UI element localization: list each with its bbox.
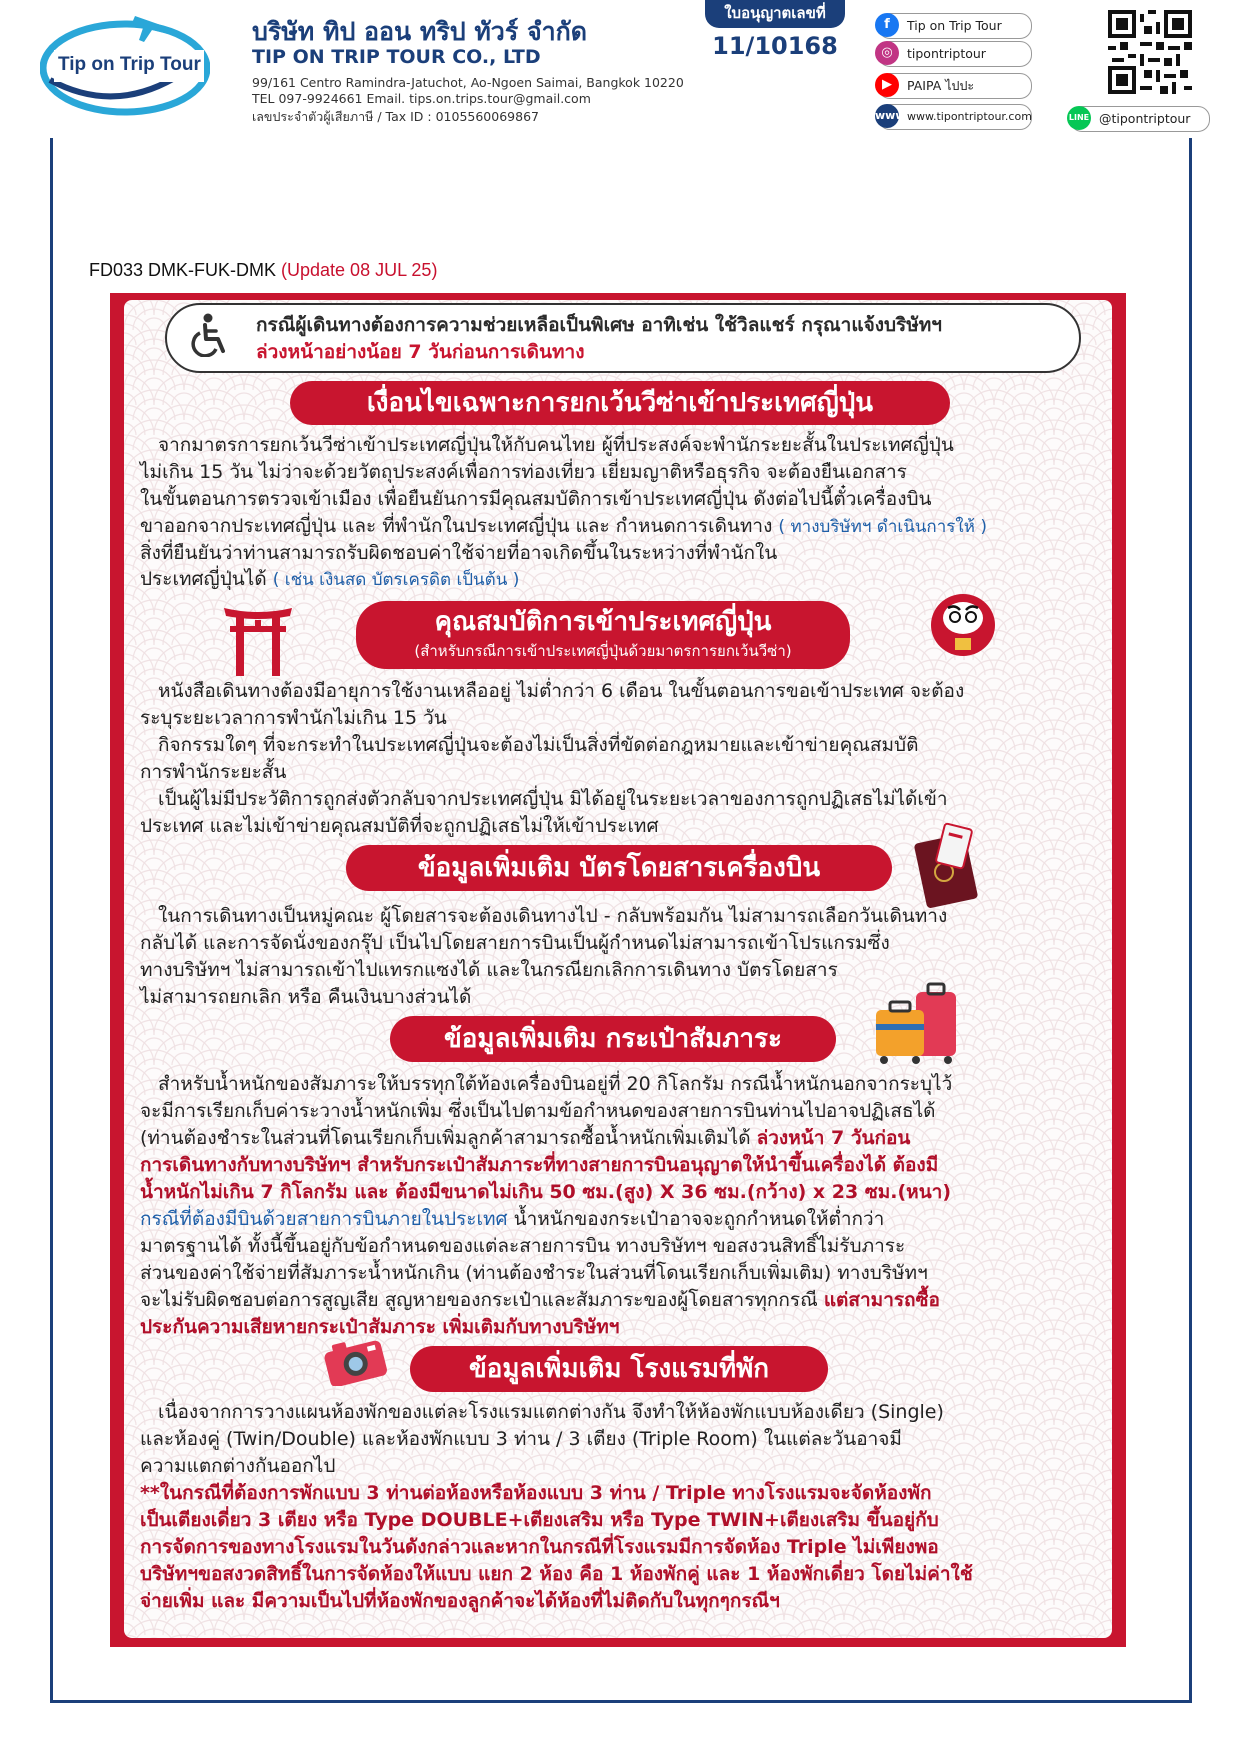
air-ticket-heading: ข้อมูลเพิ่มเติม บัตรโดยสารเครื่องบิน — [346, 845, 892, 891]
youtube-link[interactable]: ▶ PAIPA ไปปะ — [878, 73, 1032, 99]
youtube-icon: ▶ — [875, 73, 899, 97]
air-ticket-text-3: ทางบริษัทฯ ไม่สามารถเข้าไปแทรกแซงได้ และในกรณียกเลิกการเดินทาง บัตรโดยสาร — [140, 959, 838, 981]
website-link[interactable]: www www.tipontriptour.com — [878, 104, 1032, 130]
baggage-text-1: สำหรับน้ำหนักของสัมภาระให้บรรทุกใต้ท้องเครื่องบินอยู่ที่ 20 กิโลกรัม กรณีน้ำหนักนอกจากระบุไว้ — [158, 1073, 953, 1095]
company-name-thai: บริษัท ทิป ออน ทริป ทัวร์ จำกัด — [252, 17, 588, 46]
line-link[interactable]: LINE @tipontriptour — [1070, 106, 1210, 132]
baggage-text-7: มาตรฐานได้ ทั้งนี้ขึ้นอยู่กับข้อกำหนดของแต่ละสายการบิน ทางบริษัทฯ ขอสงวนสิทธิ์ไม่รับภาระ — [140, 1235, 906, 1257]
license-number: 11/10168 — [712, 32, 838, 60]
qualification-text-2: ระบุระยะเวลาการพำนักไม่เกิน 15 วัน — [140, 707, 447, 729]
company-logo — [40, 8, 210, 120]
visa-text-1: จากมาตรการยกเว้นวีซ่าเข้าประเทศญี่ปุ่นให้กับคนไทย ผู้ที่ประสงค์จะพำนักระยะสั้นในประเทศญี่ปุ่น — [158, 434, 954, 456]
company-contact: TEL 097-9924661 Email. tips.on.trips.tour@gmail.com — [252, 91, 591, 106]
hotel-text-2: และห้องคู่ (Twin/Double) และห้องพักแบบ 3 ท่าน / 3 เตียง (Triple Room) ในแต่ละวันอาจมี — [140, 1428, 902, 1450]
hotel-text-7: บริษัทฯขอสงวดสิทธิ์ในการจัดห้องให้แบบ แยก 2 ห้อง คือ 1 ห้องพักคู่ และ 1 ห้องพักเดี่ยว โดยไม่ค่าใช้ — [140, 1563, 973, 1585]
visa-exemption-heading: เงื่อนไขเฉพาะการยกเว้นวีซ่าเข้าประเทศญี่ปุ่น — [290, 381, 950, 425]
baggage-text-6: กรณีที่ต้องมีบินด้วยสายการบินภายในประเทศ น้ำหนักของกระเป๋าอาจจะถูกกำหนดให้ต่ำกว่า — [140, 1208, 885, 1230]
baggage-text-5: น้ำหนักไม่เกิน 7 กิโลกรัม และ ต้องมีขนาดไม่เกิน 50 ซม.(สูง) X 36 ซม.(กว้าง) x 23 ซม.(หนา) — [140, 1181, 952, 1203]
qualification-text-4: การพำนักระยะสั้น — [140, 761, 287, 783]
tour-code: FD033 DMK-FUK-DMK — [89, 260, 282, 280]
baggage-text-4: การเดินทางกับทางบริษัทฯ สำหรับกระเป๋าสัมภาระที่ทางสายการบินอนุญาตให้นำขึ้นเครื่องได้ ต้องมี — [140, 1154, 939, 1176]
hotel-text-8: จ่ายเพิ่ม และ มีความเป็นไปที่ห้องพักของลูกค้าจะได้ห้องที่ไม่ติดกับในทุกๆกรณีฯ — [140, 1590, 780, 1612]
qualification-heading — [356, 601, 850, 669]
qualification-text-5: เป็นผู้ไม่มีประวัติการถูกส่งตัวกลับจากประเทศญี่ปุ่น มิได้อยู่ในระยะเวลาของการถูกปฏิเสธไม่ได้เข้า — [158, 788, 948, 810]
daruma-icon — [928, 590, 998, 658]
line-icon: LINE — [1067, 106, 1091, 130]
company-address: 99/161 Centro Ramindra-Jatuchot, Ao-Ngoen Saimai, Bangkok 10220 — [252, 75, 684, 90]
baggage-text-3: (ท่านต้องชำระในส่วนที่โดนเรียกเก็บเพิ่มลูกค้าสามารถซื้อน้ำหนักเพิ่มเติมได้ ล่วงหน้า 7 วันก่อน — [140, 1127, 911, 1149]
hotel-text-3: ความแตกต่างกันออกไป — [140, 1455, 336, 1477]
baggage-text-10: ประกันความเสียหายกระเป๋าสัมภาระ เพิ่มเติมกับทางบริษัทฯ — [140, 1316, 620, 1338]
qualification-text-3: กิจกรรมใดๆ ที่จะกระทำในประเทศญี่ปุ่นจะต้องไม่เป็นสิ่งที่ขัดต่อกฎหมายและเข้าข่ายคุณสมบัติ — [158, 734, 919, 756]
company-name-english: TIP ON TRIP TOUR CO., LTD — [252, 46, 541, 68]
torii-gate-icon — [222, 600, 294, 678]
baggage-text-8: ส่วนของค่าใช้จ่ายที่สัมภาระน้ำหนักเกิน (ท่านต้องชำระในส่วนที่โดนเรียกเก็บเพิ่มเติม) ทางบริษัทฯ — [140, 1262, 928, 1284]
qualification-subtitle: (สำหรับกรณีการเข้าประเทศญี่ปุ่นด้วยมาตรการยกเว้นวีซ่า) — [414, 642, 792, 660]
luggage-icon — [872, 982, 964, 1066]
visa-text-3: ในขั้นตอนการตรวจเข้าเมือง เพื่อยืนยันการมีคุณสมบัติการเข้าประเทศญี่ปุ่น ดังต่อไปนี้ตั๋วเครื่องบิน — [140, 488, 932, 510]
logo-text: Tip on Trip Tour — [58, 54, 201, 75]
passport-icon — [910, 822, 984, 908]
qr-code — [1108, 10, 1192, 94]
instagram-link[interactable]: ◎ tipontriptour — [878, 41, 1032, 67]
instagram-icon: ◎ — [875, 41, 899, 65]
notice-line-2: ล่วงหน้าอย่างน้อย 7 วันก่อนการเดินทาง — [256, 341, 585, 363]
qualification-text-1: หนังสือเดินทางต้องมีอายุการใช้งานเหลืออยู่ ไม่ต่ำกว่า 6 เดือน ในขั้นตอนการขอเข้าประเทศ จะต้อง — [158, 680, 965, 702]
qualification-title: คุณสมบัติการเข้าประเทศญี่ปุ่น — [434, 607, 772, 637]
visa-text-4: ขาออกจากประเทศญี่ปุ่น และ ที่พำนักในประเทศญี่ปุ่น และ กำหนดการเดินทาง ( ทางบริษัทฯ ดำเนินการให้ ) — [140, 515, 987, 537]
notice-line-1: กรณีผู้เดินทางต้องการความช่วยเหลือเป็นพิเศษ อาทิเช่น ใช้วิลแชร์ กรุณาแจ้งบริษัทฯ — [256, 314, 942, 336]
visa-text-6: ประเทศญี่ปุ่นได้ ( เช่น เงินสด บัตรเครดิต เป็นต้น ) — [140, 568, 520, 590]
website-icon: www — [875, 104, 899, 128]
qualification-text-6: ประเทศ และไม่เข้าข่ายคุณสมบัติที่จะถูกปฏิเสธไม่ให้เข้าประเทศ — [140, 815, 659, 837]
facebook-icon: f — [875, 13, 899, 37]
hotel-text-1: เนื่องจากการวางแผนห้องพักของแต่ละโรงแรมแตกต่างกัน จึงทำให้ห้องพักแบบห้องเดียว (Single) — [158, 1401, 944, 1423]
visa-text-2: ไม่เกิน 15 วัน ไม่ว่าจะด้วยวัตถุประสงค์เพื่อการท่องเที่ยว เยี่ยมญาติหรือธุรกิจ จะต้องยืนเอกสาร — [140, 461, 907, 483]
hotel-text-5: เป็นเตียงเดี่ยว 3 เตียง หรือ Type DOUBLE+เตียงเสริม หรือ Type TWIN+เตียงเสริม ขึ้นอยู่กับ — [140, 1509, 939, 1531]
license-label: ใบอนุญาตเลขที่ — [705, 0, 845, 28]
facebook-link[interactable]: f Tip on Trip Tour — [878, 13, 1032, 39]
update-date: (Update 08 JUL 25) — [281, 260, 438, 280]
air-ticket-text-4: ไม่สามารถยกเลิก หรือ คืนเงินบางส่วนได้ — [140, 986, 472, 1008]
air-ticket-text-1: ในการเดินทางเป็นหมู่คณะ ผู้โดยสารจะต้องเดินทางไป - กลับพร้อมกัน ไม่สามารถเลือกวันเดินทาง — [158, 905, 948, 927]
visa-text-5: สิ่งที่ยืนยันว่าท่านสามารถรับผิดชอบค่าใช้จ่ายที่อาจเกิดขึ้นในระหว่างที่พำนักใน — [140, 542, 778, 564]
baggage-heading: ข้อมูลเพิ่มเติม กระเป๋าสัมภาระ — [390, 1016, 836, 1062]
baggage-text-2: จะมีการเรียกเก็บค่าระวางน้ำหนักเพิ่ม ซึ่งเป็นไปตามข้อกำหนดของสายการบินท่านไปอาจปฏิเสธได้ — [140, 1100, 936, 1122]
air-ticket-text-2: กลับได้ และการจัดนั่งของกรุ๊ป เป็นไปโดยสายการบินเป็นผู้กำหนดไม่สามารถเข้าโปรแกรมซึ่ง — [140, 932, 890, 954]
camera-icon — [322, 1336, 388, 1386]
wheelchair-icon — [186, 311, 232, 357]
company-tax-id: เลขประจำตัวผู้เสียภาษี / Tax ID : 0105560069867 — [252, 109, 539, 124]
hotel-text-6: การจัดการของทางโรงแรมในวันดังกล่าวและหากในกรณีที่โรงแรมมีการจัดห้อง Triple ไม่เพียงพอ — [140, 1536, 939, 1558]
document-code — [89, 260, 437, 281]
baggage-text-9: จะไม่รับผิดชอบต่อการสูญเสีย สูญหายของกระเป๋าและสัมภาระของผู้โดยสารทุกกรณี แต่สามารถซื้อ — [140, 1289, 940, 1311]
hotel-heading: ข้อมูลเพิ่มเติม โรงแรมที่พัก — [410, 1346, 828, 1392]
hotel-text-4: **ในกรณีที่ต้องการพักแบบ 3 ท่านต่อห้องหรือห้องแบบ 3 ท่าน / Triple ทางโรงแรมจะจัดห้องพัก — [140, 1482, 932, 1504]
